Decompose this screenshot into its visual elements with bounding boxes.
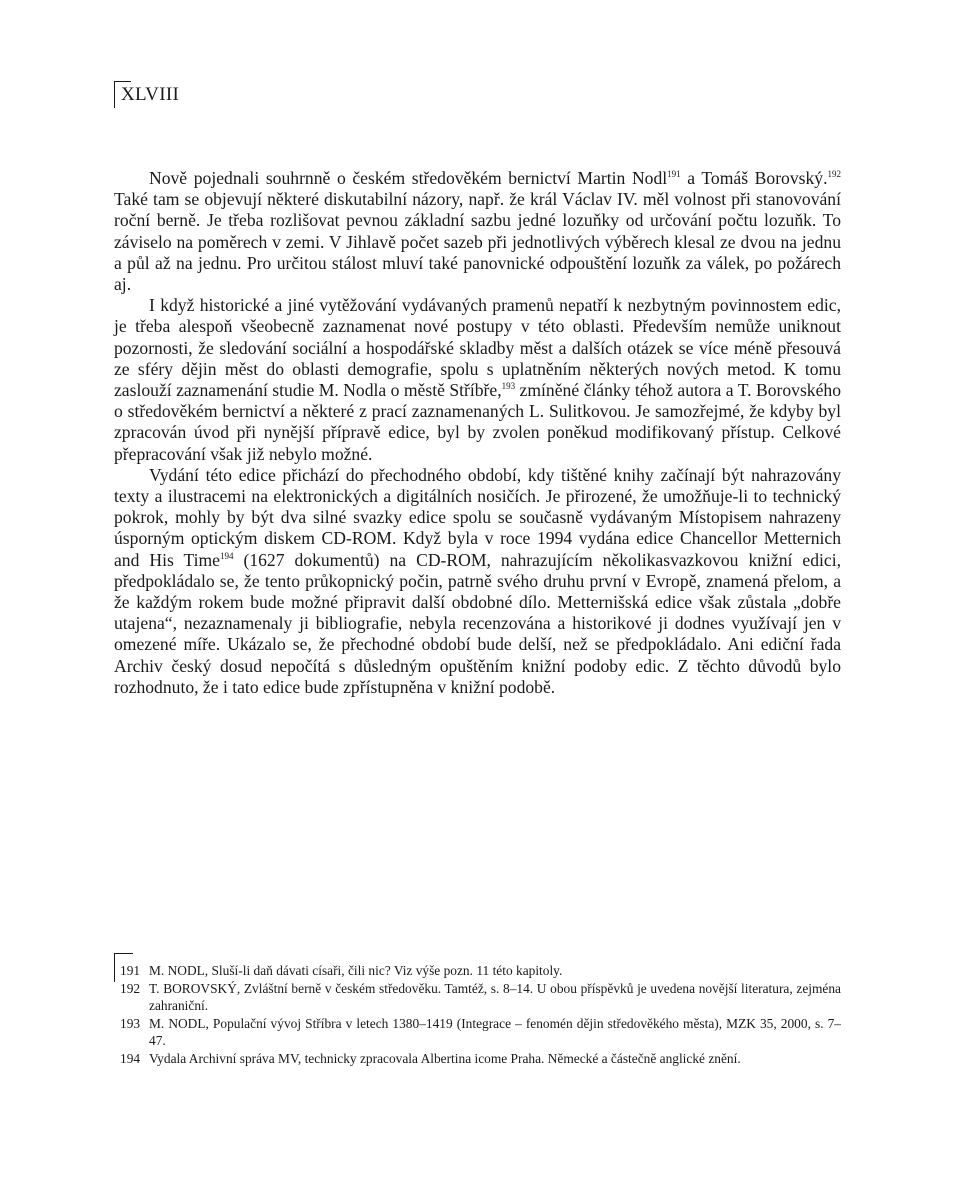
footnote	[120, 962, 841, 979]
footnote-number: 194	[120, 1051, 141, 1066]
paragraph-text: Také tam se objevují některé diskutabilní názory, např. že král Václav IV. měl volnost při stanovování roční berně. Je třeba rozlišovat pevnou základní sazbu jedné lozuňky od určování počtu lozuňk. To záviselo na poměrech v zemi. V Jihlavě počet sazeb při jednotlivých výběrech klesal ze dvou na jednu a půl až na jednu. Pro určitou stálost mluví také panovnické odpouštění lozuňk za válek, po požárech aj.	[114, 189, 841, 295]
paragraph-text: a Tomáš Borovský.	[680, 168, 828, 188]
body-paragraph	[114, 465, 841, 698]
footnote-number: 192	[120, 981, 141, 996]
footnote-text: M. NODL, Sluší-li daň dávati císaři, čili nic? Viz výše pozn. 11 této kapitoly.	[149, 963, 563, 978]
footnote-number: 193	[120, 1016, 141, 1031]
footnote-reference: 192	[827, 169, 841, 179]
body-paragraph	[114, 295, 841, 465]
paragraph-text: (1627 dokumentů) na CD-ROM, nahrazujícím několikasvazkovou knižní edici, předpokládalo se, že tento průkopnický počin, patrně svého druhu první v Evropě, znamená přelom, a že každým rokem bude možné připravit další obdobné dílo. Metternišská edice však zůstala „dobře utajena“, nezaznamenaly ji bibliografie, nebyla recenzována a historikové ji dodnes využívají jen v omezené míře. Ukázalo se, že přechodné období bude delší, než se předpokládalo. Ani ediční řada Archiv český dosud nepočítá s důsledným opuštěním knižní podoby edic. Z těchto důvodů bylo rozhodnuto, že i tato edice bude zpřístupněna v knižní podobě.	[114, 549, 841, 697]
footnote	[120, 1015, 841, 1049]
footnote-reference: 194	[220, 550, 234, 561]
paragraph-text: zmíněné články téhož autora a T. Borovského o středověkém bernictví a některé z prací zaznamenaných L. Sulitkovou. Je samozřejmé, že kdyby byl zpracován úvod při nynější přípravě edice, byl by zvolen poněkud modifikovaný přístup. Celkové přepracování však již nebylo možné.	[114, 380, 842, 464]
footnote-text: M. NODL, Populační vývoj Stříbra v letech 1380–1419 (Integrace – fenomén dějin středověkého města), MZK 35, 2000, s. 7–47.	[149, 1016, 841, 1048]
footnotes	[120, 962, 841, 1068]
paragraph-text: I když historické a jiné vytěžování vydávaných pramenů nepatří k nezbytným povinnostem edic, je třeba alespoň všeobecně zaznamenat nové postupy v této oblasti. Především nemůže uniknout pozornosti, že sledování sociální a hospodářské skladby měst a dalších otázek se více méně přesouvá ze sféry dějin měst do oblasti demografie, spolu s uplatněním některých nových metod. K tomu zaslouží zaznamenání studie M. Nodla o městě Stříbře,	[114, 295, 841, 401]
paragraph-text: Vydání této edice přichází do přechodného období, kdy tištěné knihy začínají být nahrazovány texty a ilustracemi na elektronických a digitálních nosičích. Je přirozené, že umožňuje-li to technický pokrok, mohly by být dva silné svazky edice spolu se současně vydávaným Místopisem nahrazeny úsporným optickým diskem CD-ROM. Když byla v roce 1994 vydána edice Chancellor Metternich and His Time	[114, 464, 841, 570]
footnote-text: Vydala Archivní správa MV, technicky zpracovala Albertina icome Praha. Německé a částečně anglické znění.	[149, 1051, 741, 1066]
paragraph-text: Nově pojednali souhrnně o českém středověkém bernictví Martin Nodl	[149, 168, 668, 188]
body-text	[114, 168, 841, 698]
body-paragraph	[114, 168, 841, 295]
footnote-number: 191	[120, 963, 141, 978]
footnote-reference: 191	[667, 169, 681, 179]
page-number: XLVIII	[121, 84, 180, 105]
footnote-reference: 193	[501, 381, 516, 392]
footnote	[120, 1050, 841, 1067]
footnote-text: T. BOROVSKÝ, Zvláštní berně v českém středověku. Tamtéž, s. 8–14. U obou příspěvků je uvedena novější literatura, zejména zahraniční.	[149, 981, 841, 1013]
footnote	[120, 980, 841, 1014]
